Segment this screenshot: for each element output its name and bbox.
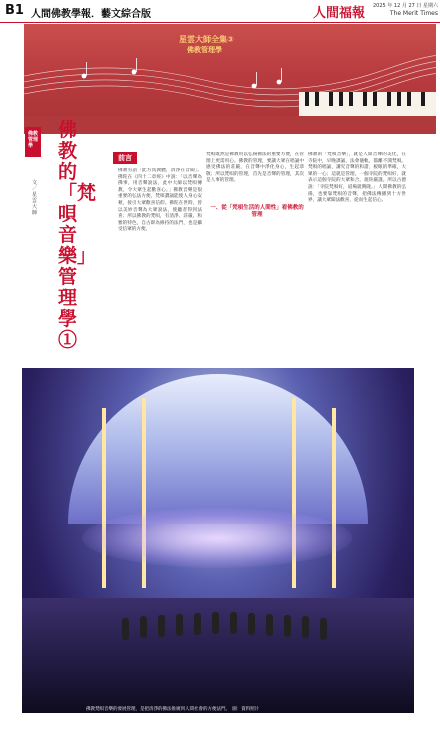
section-title: 人間佛教學報．藝文綜合版 (31, 9, 151, 20)
performer (176, 614, 183, 636)
light-tree (102, 408, 106, 588)
article-author: 文／星雲大師 (32, 180, 38, 216)
paper-english-name: The Merit Times (389, 10, 438, 17)
section-subhead: 一、從「梵唄生活的人間性」看佛教的管理 (210, 205, 304, 218)
issue-date: 2025 年 12 月 27 日 星期六 (373, 3, 438, 9)
intro-label-box (113, 152, 137, 164)
column-tab-label: 佛教管理學 (28, 131, 39, 149)
series-banner (24, 24, 436, 134)
series-title: 星雲大師全集③ (179, 35, 234, 44)
performer (212, 612, 219, 634)
performer (284, 615, 291, 637)
page-number: B1 (5, 3, 24, 18)
banner-strip (24, 116, 436, 134)
performer (320, 618, 327, 640)
performer (302, 616, 309, 638)
concert-photo (22, 368, 414, 713)
photo-caption: 佛教梵唄音樂的發展管理，是把清淨的佛法推廣到人間社會的方便法門。 圖：資料照片 (86, 707, 260, 712)
piano-keys-illustration (299, 92, 436, 116)
performer (266, 614, 273, 636)
performer (158, 615, 165, 637)
performer (194, 613, 201, 635)
article-column-2: 梵唄既然是佛教用以弘揚佛法的重要方便，在管理上更需用心。佛教的管理，要讓大眾在唱誦中感受佛法的莊嚴，在音聲中淨化身心，生起恭敬；所以梵唄的管理，首先是音聲的管理，其次是人事的管理。 (206, 152, 304, 184)
article-headline: 佛教的「梵唄音樂」管理學① (58, 119, 97, 351)
article-column-3: 佛教的「梵唄音樂」，就是人間音聲的美化，在寺院中，早晚課誦、法會儀軌，都離不開梵唄。梵唄的唱誦，講究音聲的和諧，板眼的準確，大眾的一心；這就是管理。一個寺院的梵唄好，就表示這個寺院的大眾和合，規矩嚴謹。所以古德說：「寺院梵唄好，道場就興隆。」人間佛教的弘揚，也要靠梵唄的音聲，把佛法傳播到十方世界，讓大眾聞法歡喜，從而生起信心。 (308, 152, 406, 204)
performer (140, 616, 147, 638)
performer (248, 613, 255, 635)
performer (230, 612, 237, 634)
stage-screen (68, 374, 368, 524)
newspaper-logo: 人間福報 (313, 6, 366, 21)
performer (122, 618, 129, 640)
article-column-1: 佛教有謂「此方真教體，清淨在音聞」。佛陀在《四十二章經》中說：「以音聲為佛事，用音聲說法，此中大師以梵唄傳教，令大眾生起歡喜心。」佛教音樂是很重要的弘法方便，梵唄讚誦能使人身心安頓，接引大眾歡喜信仰。佛陀在世時，曾以美妙音聲為大眾說法，使聽者得到法喜；所以佛教的梵唄，有清淨、莊嚴、和雅的特色，自古即為修持的法門，也是攝受信眾的方便。 (118, 168, 202, 233)
light-tree (332, 408, 336, 588)
masthead (0, 0, 440, 23)
intro-label: 前言 (118, 154, 132, 162)
stage-spotlight (82, 508, 352, 568)
series-subtitle: 佛教管理學 (187, 46, 222, 54)
